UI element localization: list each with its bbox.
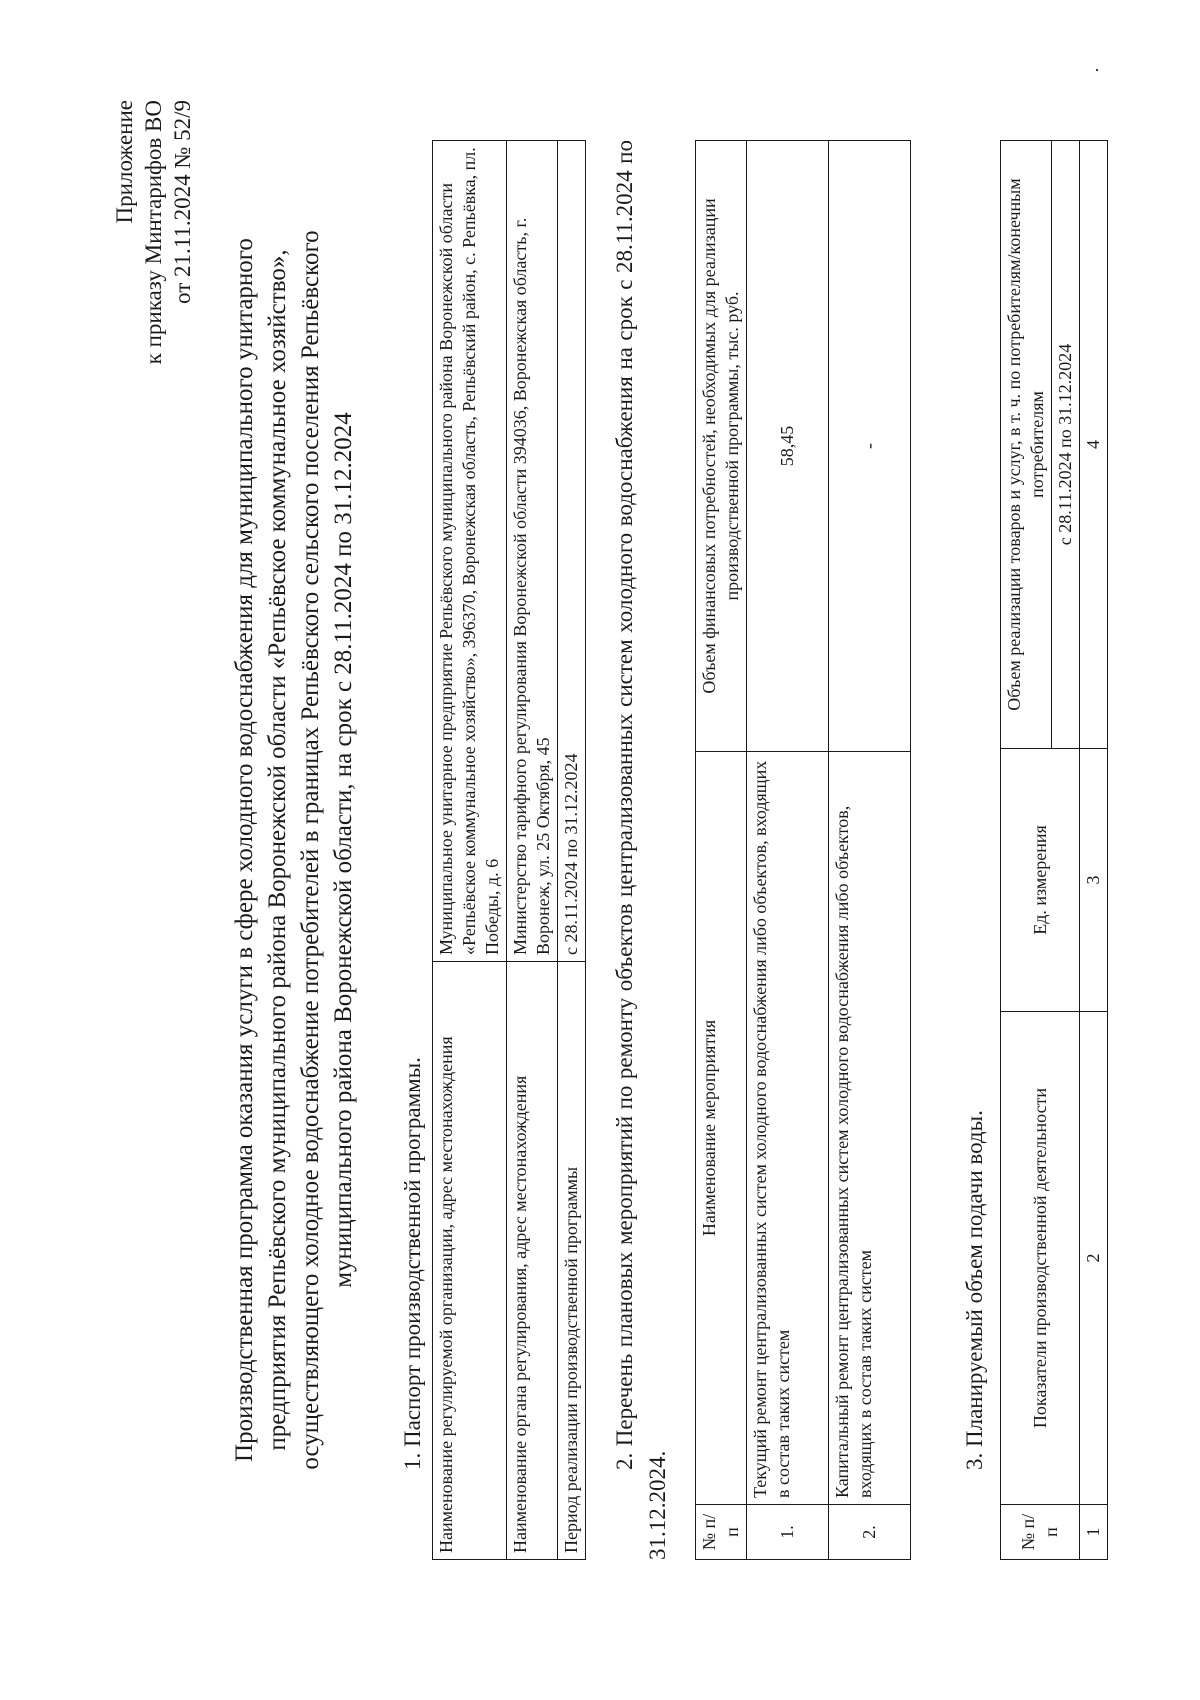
table-row xyxy=(507,141,558,1560)
col-header-unit: Ед. измерения xyxy=(1001,749,1080,1012)
table-header-row xyxy=(1001,141,1052,1560)
row-volume: 58,45 xyxy=(747,141,829,752)
table-row xyxy=(433,141,507,1560)
passport-label: Наименование органа регулирования, адрес местонахождения xyxy=(507,962,558,1560)
scan-dot: · xyxy=(1094,60,1100,80)
col-header-num: № п/п xyxy=(1001,1505,1080,1560)
repair-measures-table xyxy=(695,140,911,1560)
passport-value: с 28.11.2024 по 31.12.2024 xyxy=(558,141,586,962)
col-header-indicator: Показатели производственной деятельности xyxy=(1001,1012,1080,1505)
table-row xyxy=(747,141,829,1560)
water-supply-table xyxy=(1000,140,1108,1560)
table-row xyxy=(558,141,586,1560)
row-num: 1. xyxy=(747,1505,829,1560)
passport-label: Наименование регулируемой организации, адрес местонахождения xyxy=(433,962,507,1560)
section-3-heading: 3. Планируемый объем подачи воды. xyxy=(962,1110,987,1470)
row-volume: - xyxy=(829,141,911,752)
table-row xyxy=(1080,141,1108,1560)
passport-value: Муниципальное унитарное предприятие Репьёвского муниципального района Воронежской области «Репьёвское коммунальное хозяйство», 396370, Воронежская область, Репьёвский район, с. Репьёвка, пл. Победы, д. 6 xyxy=(433,141,507,962)
title-line-2: предприятия Репьёвского муниципального района Воронежской области «Репьёвское коммунальное хозяйство», xyxy=(264,249,291,1451)
row-num: 2. xyxy=(829,1505,911,1560)
table-row xyxy=(829,141,911,1560)
document-title xyxy=(228,140,360,1560)
col-header-volume: Объем финансовых потребностей, необходимых для реализации производственной программы, тыс. руб. xyxy=(696,141,747,752)
col-header-num: № п/п xyxy=(696,1505,747,1560)
section-1-heading: 1. Паспорт производственной программы. xyxy=(400,1057,425,1470)
col-num-4: 4 xyxy=(1080,141,1108,749)
col-num-1: 1 xyxy=(1080,1505,1108,1560)
title-line-4: муниципального района Воронежской области, на срок с 28.11.2024 по 31.12.2024 xyxy=(330,412,357,1288)
row-name: Текущий ремонт централизованных систем холодного водоснабжения либо объектов, входящих в состав таких систем xyxy=(747,752,829,1505)
col-header-volume: Объем реализации товаров и услуг, в т. ч. по потребителям/конечным потребителям xyxy=(1001,141,1052,749)
row-name: Капитальный ремонт централизованных систем холодного водоснабжения либо объектов, входящих в состав таких систем xyxy=(829,752,911,1505)
col-header-name: Наименование мероприятия xyxy=(696,752,747,1505)
passport-table xyxy=(432,140,586,1560)
appendix-line-2: к приказу Минтарифов ВО xyxy=(141,100,166,365)
appendix-line-1: Приложение xyxy=(112,100,137,224)
col-num-2: 2 xyxy=(1080,1012,1108,1505)
col-num-3: 3 xyxy=(1080,749,1108,1012)
title-line-3: осуществляющего холодное водоснабжение потребителей в границах Репьёвского сельского поселения Репьёвского xyxy=(297,230,324,1470)
title-line-1: Производственная программа оказания услуги в сфере холодного водоснабжения для муниципального унитарного xyxy=(231,238,258,1462)
table-header-row xyxy=(696,141,747,1560)
passport-value: Министерство тарифного регулирования Воронежской области 394036, Воронежская область, г. Воронеж, ул. 25 Октября, 45 xyxy=(507,141,558,962)
passport-label: Период реализации производственной программы xyxy=(558,962,586,1560)
appendix-block xyxy=(110,100,197,364)
col-header-period: с 28.11.2024 по 31.12.2024 xyxy=(1052,141,1080,749)
appendix-line-3: от 21.11.2024 № 52/9 xyxy=(170,100,195,304)
section-2-heading: 2. Перечень плановых мероприятий по ремонту объектов централизованных систем холодного водоснабжения на срок с 28.11.2024 по 31.12.2024. xyxy=(612,140,670,1560)
